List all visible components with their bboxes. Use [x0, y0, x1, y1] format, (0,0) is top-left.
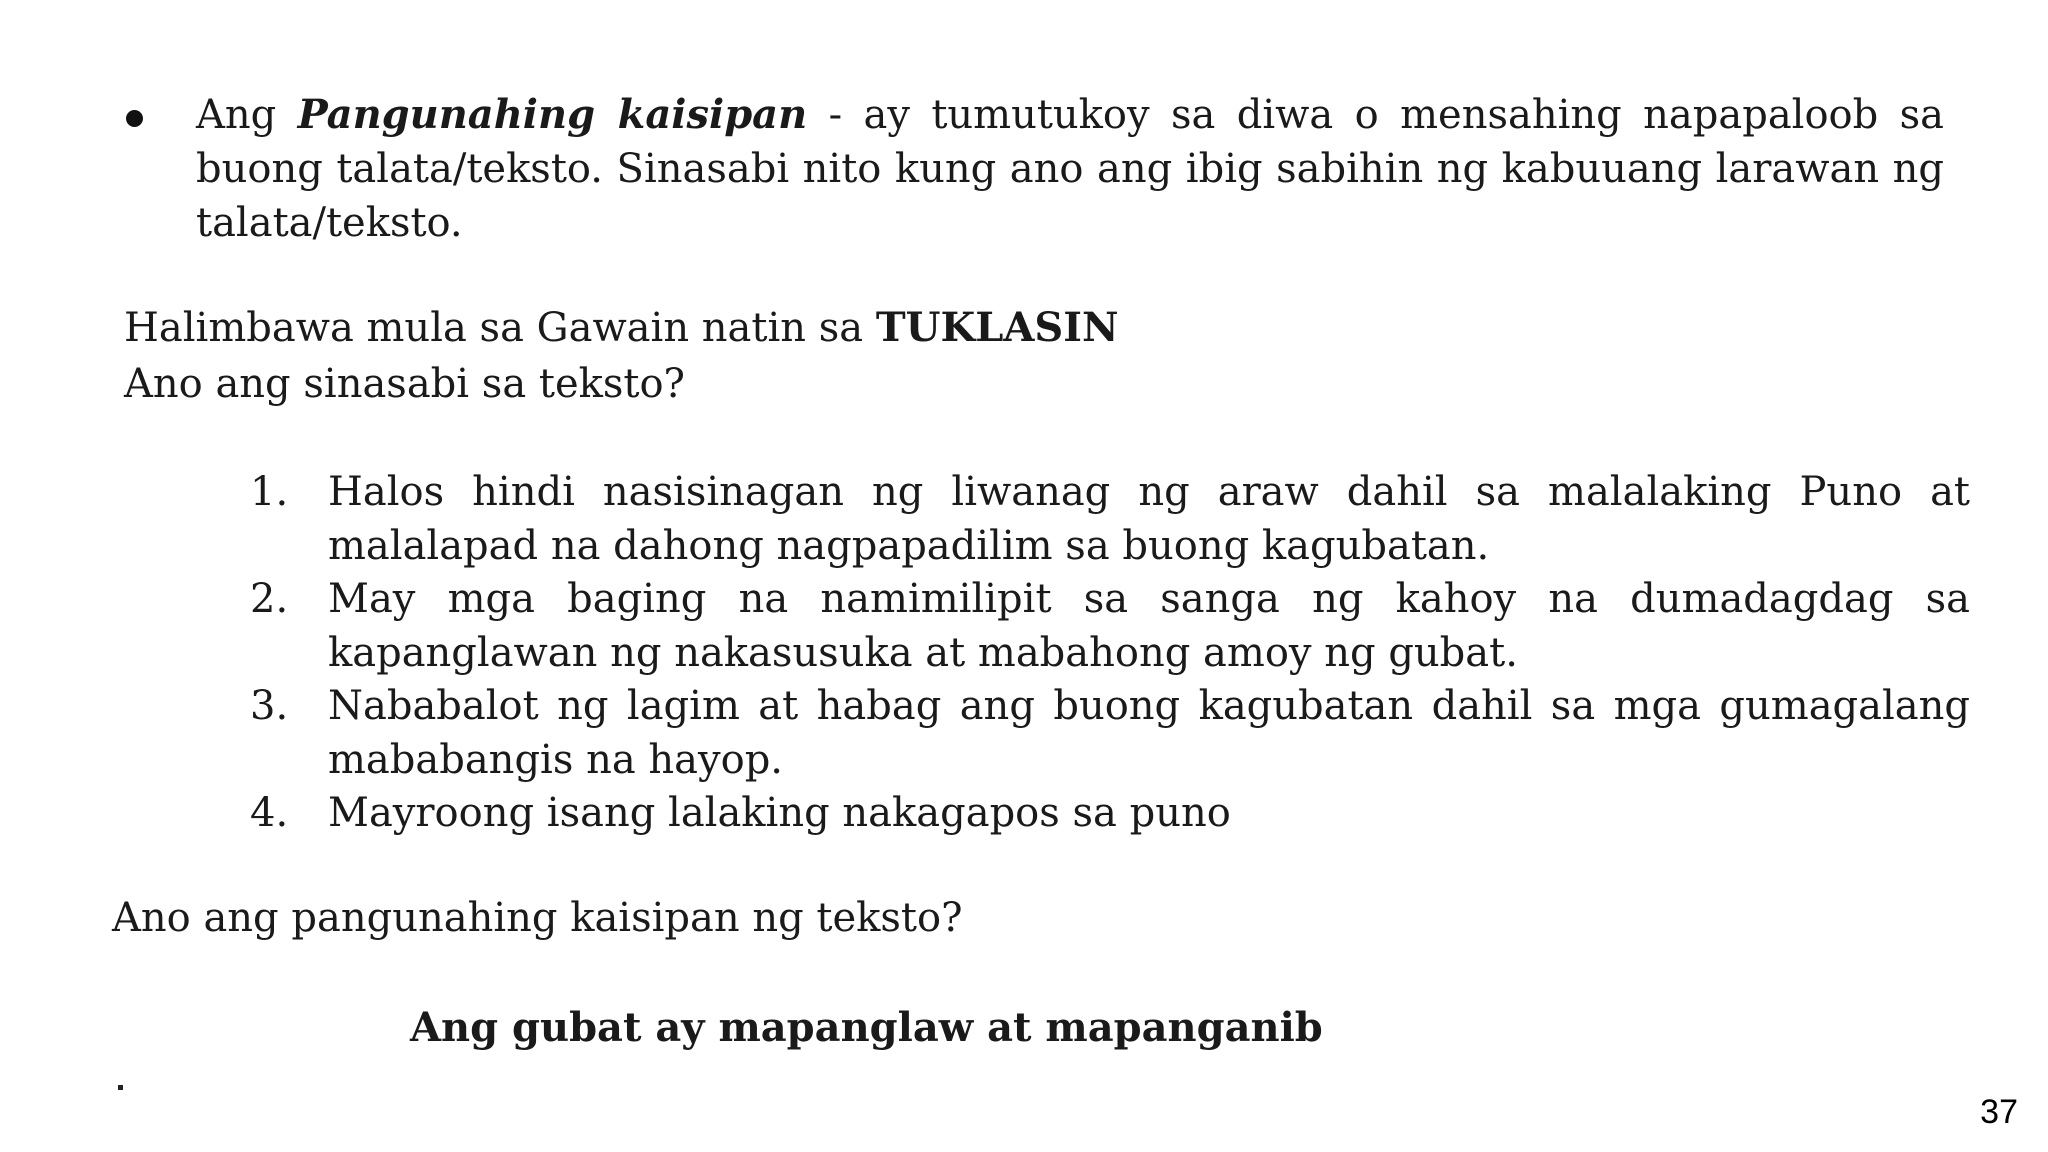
list-item-number: 3. — [250, 683, 289, 729]
example-heading-line — [124, 300, 1119, 356]
list-item-number: 4. — [250, 790, 289, 836]
list-item — [250, 573, 1970, 680]
list-item-text: May mga baging na namimilipit sa sanga ng kahoy na dumadagdag sa kapanglawan ng nakasusuka at mabahong amoy ng gubat. — [328, 576, 1970, 676]
stray-dot — [118, 1085, 123, 1090]
definition-text — [196, 88, 1944, 250]
list-item-text: Nababalot ng lagim at habag ang buong kagubatan dahil sa mga gumagalang mababangis na hayop. — [328, 683, 1970, 783]
example-heading-prefix: Halimbawa mula sa Gawain natin sa — [124, 305, 864, 351]
definition-term: Pangunahing kaisipan — [297, 91, 808, 138]
bullet-icon — [126, 110, 143, 127]
definition-body: - ay tumutukoy sa diwa o mensahing napapaloob sa buong talata/teksto. Sinasabi nito kung ano ang ibig sabihin ng kabuuang larawan ng talata/teksto. — [196, 92, 1945, 246]
list-item-text: Halos hindi nasisinagan ng liwanag ng araw dahil sa malalaking Puno at malalapad na dahong nagpapadilim sa buong kagubatan. — [328, 469, 1970, 569]
list-item — [250, 466, 1970, 573]
main-idea-answer: Ang gubat ay mapanglaw at mapanganib — [410, 1004, 1323, 1051]
list-item — [250, 680, 1970, 787]
example-question: Ano ang sinasabi sa teksto? — [124, 361, 685, 407]
example-heading-emphasis: TUKLASIN — [875, 304, 1119, 351]
definition-lead: Ang — [196, 92, 277, 138]
list-item — [250, 787, 1970, 841]
list-item-text: Mayroong isang lalaking nakagapos sa puno — [328, 790, 1231, 836]
statement-list — [250, 466, 1970, 841]
list-item-number: 1. — [250, 469, 289, 515]
list-item-number: 2. — [250, 576, 289, 622]
page-number: 37 — [1980, 1093, 2018, 1131]
example-heading — [124, 300, 1119, 412]
main-idea-question: Ano ang pangunahing kaisipan ng teksto? — [112, 895, 963, 941]
